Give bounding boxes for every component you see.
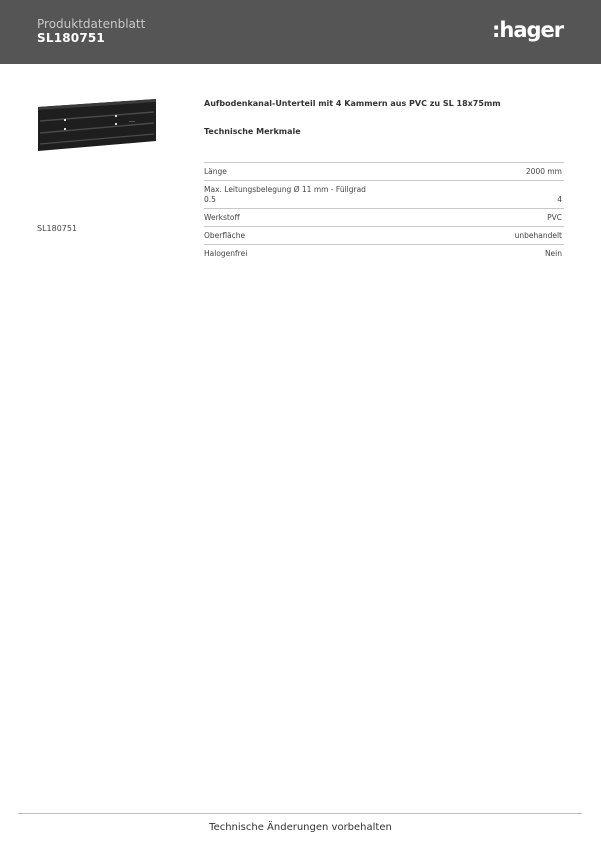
spec-table	[204, 162, 564, 262]
spec-label: Länge	[204, 167, 227, 176]
product-number: SL180751	[37, 31, 105, 45]
section-title: Technische Merkmale	[204, 127, 301, 136]
spec-value: 2000 mm	[525, 167, 562, 176]
spec-value: PVC	[547, 213, 562, 222]
image-caption: SL180751	[37, 224, 78, 233]
product-image	[36, 97, 158, 153]
brand-logo: :hager	[492, 18, 564, 42]
spec-label: Halogenfrei	[204, 249, 248, 258]
spec-row	[204, 245, 564, 262]
spec-label: Max. Leitungsbelegung Ø 11 mm - Füllgrad 0.5	[204, 185, 366, 204]
spec-value: unbehandelt	[514, 231, 562, 240]
product-title: Aufbodenkanal-Unterteil mit 4 Kammern aus PVC zu SL 18x75mm	[204, 99, 501, 108]
spec-value: 4	[557, 195, 562, 204]
spec-row	[204, 227, 564, 245]
header-bar	[0, 0, 601, 64]
spec-label: Werkstoff	[204, 213, 240, 222]
spec-label: Oberfläche	[204, 231, 246, 240]
footer-note: Technische Änderungen vorbehalten	[209, 822, 392, 833]
spec-row	[204, 181, 564, 209]
document-type: Produktdatenblatt	[37, 17, 146, 31]
spec-row	[204, 163, 564, 181]
footer-divider	[18, 813, 582, 814]
spec-row	[204, 209, 564, 227]
spec-value: Nein	[544, 249, 562, 258]
